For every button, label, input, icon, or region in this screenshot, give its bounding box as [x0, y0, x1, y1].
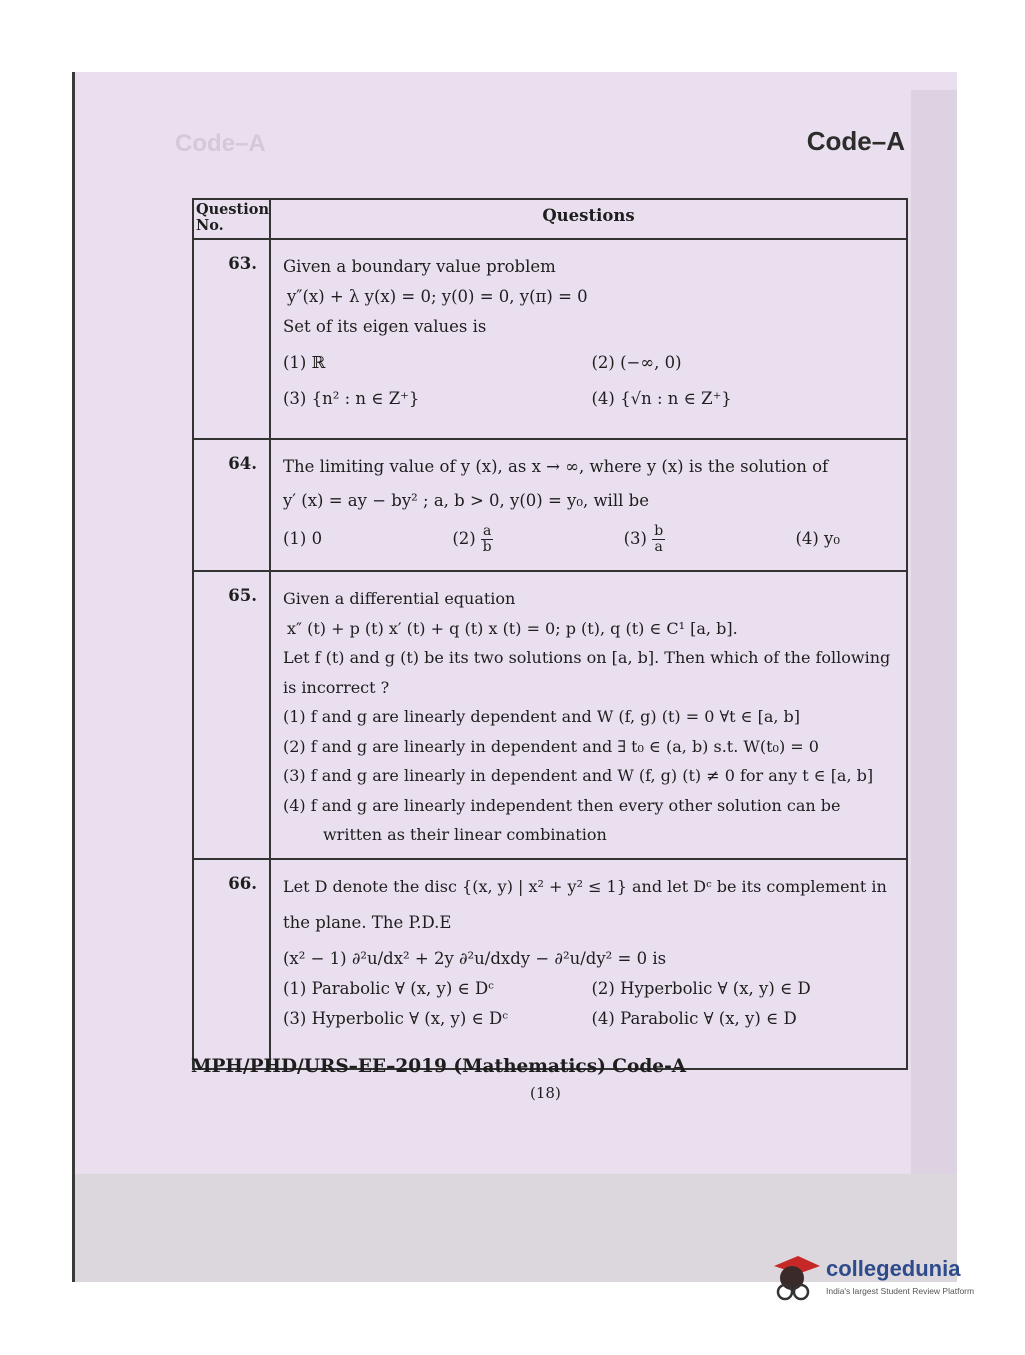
option-3	[624, 524, 666, 555]
options-list	[283, 702, 900, 850]
option-2: (2) (−∞, 0)	[591, 353, 682, 372]
question-row	[193, 239, 907, 439]
option-2	[452, 524, 493, 555]
equation: y′ (x) = ay − by² ; a, b > 0, y(0) = y₀, will be	[282, 491, 649, 510]
options-row	[283, 974, 900, 1004]
option-3: (3) {n² : n ∈ Z⁺}	[282, 389, 420, 408]
option-label: (3)	[623, 529, 647, 548]
options-row	[283, 524, 900, 555]
options-row	[283, 348, 900, 378]
option-1: (1) f and g are linearly dependent and W (f, g) (t) = 0 ∀t ∈ [a, b]	[282, 707, 801, 726]
option-4-continuation: written as their linear combination	[322, 825, 607, 844]
questions-table	[192, 198, 908, 1070]
question-text: the plane. The P.D.E	[282, 912, 452, 932]
question-body	[270, 239, 907, 439]
option-3: (3) Hyperbolic ∀ (x, y) ∈ Dᶜ	[282, 1008, 508, 1028]
pde-equation: (x² − 1) ∂²u/dx² + 2y ∂²u/dxdy − ∂²u/dy² = 0 is	[282, 948, 667, 968]
question-row	[193, 859, 907, 1069]
question-number: 65.	[193, 571, 270, 859]
page-edge	[911, 90, 957, 1180]
question-number: 63.	[193, 239, 270, 439]
option-2: (2) f and g are linearly in dependent and ∃ t₀ ∈ (a, b) s.t. W(t₀) = 0	[282, 736, 819, 756]
exam-footer: MPH/PHD/URS–EE–2019 (Mathematics) Code-A	[191, 1056, 687, 1077]
option-1: (1) 0	[282, 529, 323, 548]
question-row	[193, 571, 907, 859]
equation: y″(x) + λ y(x) = 0; y(0) = 0, y(π) = 0	[286, 287, 588, 306]
fraction-a-over-b: $\frac{a}{b}$	[482, 523, 492, 555]
equation: x″ (t) + p (t) x′ (t) + q (t) x (t) = 0; p (t), q (t) ∈ C¹ [a, b].	[286, 618, 738, 638]
logo-tagline: India's largest Student Review Platform	[826, 1286, 975, 1296]
code-label: Code–A	[806, 126, 905, 156]
question-text: is incorrect ?	[282, 677, 390, 697]
option-1: (1) Parabolic ∀ (x, y) ∈ Dᶜ	[282, 978, 494, 998]
collegedunia-logo	[768, 1252, 998, 1312]
page-number: (18)	[530, 1084, 561, 1102]
question-body	[270, 439, 907, 571]
logo-name: collegedunia	[826, 1256, 961, 1281]
show-through-text: Code–A	[175, 130, 266, 157]
question-body	[270, 571, 907, 859]
header-question-no: Question No.	[193, 199, 270, 239]
question-body	[270, 859, 907, 1069]
options-row	[283, 384, 900, 414]
question-number: 66.	[193, 859, 270, 1069]
option-2: (2) Hyperbolic ∀ (x, y) ∈ D	[591, 978, 811, 998]
question-text: Set of its eigen values is	[282, 317, 487, 336]
question-row	[193, 439, 907, 571]
question-text: Given a differential equation	[282, 589, 516, 608]
options-row	[283, 1004, 900, 1034]
option-4: (4) y₀	[795, 529, 840, 548]
table-header	[193, 199, 907, 239]
option-4: (4) {√n : n ∈ Z⁺}	[591, 389, 732, 408]
option-1: (1) ℝ	[282, 353, 326, 372]
exam-page	[72, 72, 957, 1282]
option-4: (4) Parabolic ∀ (x, y) ∈ D	[591, 1008, 797, 1028]
question-text: Let D denote the disc {(x, y) | x² + y² ≤ 1} and let Dᶜ be its complement in	[282, 876, 887, 896]
option-4: (4) f and g are linearly independent then every other solution can be	[282, 795, 841, 815]
question-text: Given a boundary value problem	[282, 257, 556, 276]
option-3: (3) f and g are linearly in dependent and W (f, g) (t) ≠ 0 for any t ∈ [a, b]	[282, 766, 874, 785]
mascot-icon	[768, 1252, 822, 1308]
question-text: The limiting value of y (x), as x → ∞, where y (x) is the solution of	[282, 457, 829, 476]
question-number: 64.	[193, 439, 270, 571]
option-label: (2)	[452, 529, 476, 548]
fraction-b-over-a: $\frac{b}{a}$	[654, 523, 664, 555]
header-questions: Questions	[270, 199, 907, 239]
question-text: Let f (t) and g (t) be its two solutions on [a, b]. Then which of the following	[282, 648, 891, 667]
